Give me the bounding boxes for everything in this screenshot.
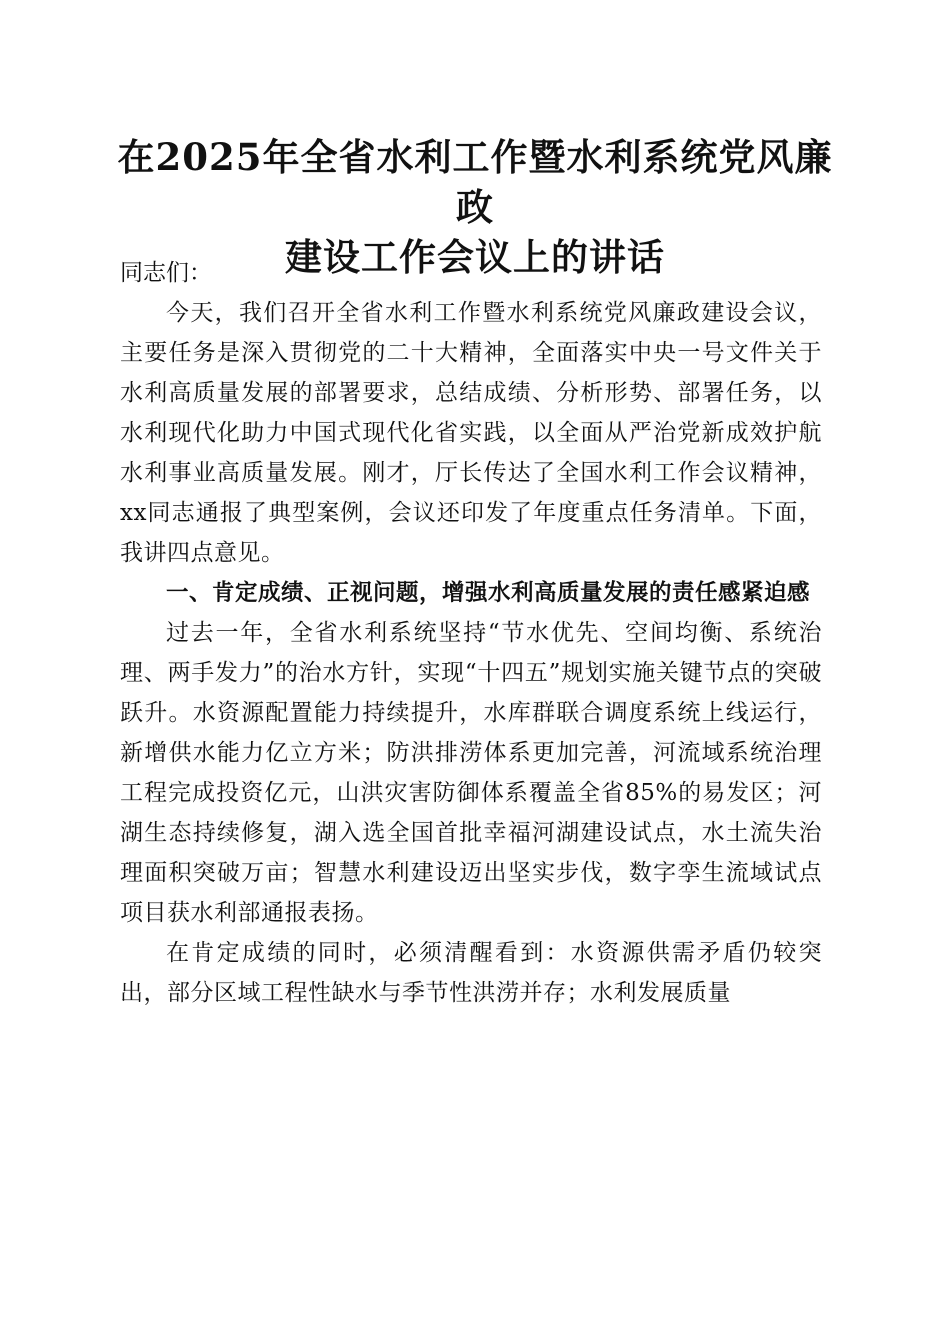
document-body bbox=[120, 253, 822, 1013]
section-heading-1: 一、肯定成绩、正视问题，增强水利高质量发展的责任感紧迫感 bbox=[166, 580, 811, 606]
title-line-1: 在2025年全省水利工作暨水利系统党风廉政 bbox=[117, 135, 833, 229]
greeting: 同志们： bbox=[120, 260, 212, 286]
title-line-2: 建设工作会议上的讲话 bbox=[285, 235, 665, 279]
section-1-paragraph-1: 过去一年，全省水利系统坚持“节水优先、空间均衡、系统治理、两手发力”的治水方针，实现“十四五”规划实施关键节点的突破跃升。水资源配置能力持续提升，水库群联合调度系统上线运行，新增供水能力亿立方米；防洪排涝体系更加完善，河流域系统治理工程完成投资亿元，山洪灾害防御体系覆盖全省85%的易发区；河湖生态持续修复，湖入选全国首批幸福河湖建设试点，水土流失治理面积突破万亩；智慧水利建设迈出坚实步伐，数字孪生流域试点项目获水利部通报表扬。 bbox=[120, 620, 822, 926]
section-1-paragraph-2: 在肯定成绩的同时，必须清醒看到：水资源供需矛盾仍较突出，部分区域工程性缺水与季节性洪涝并存；水利发展质量 bbox=[120, 940, 822, 1006]
intro-paragraph: 今天，我们召开全省水利工作暨水利系统党风廉政建设会议，主要任务是深入贯彻党的二十大精神，全面落实中央一号文件关于水利高质量发展的部署要求，总结成绩、分析形势、部署任务，以水利现代化助力中国式现代化省实践，以全面从严治党新成效护航水利事业高质量发展。刚才，厅长传达了全国水利工作会议精神，xx同志通报了典型案例，会议还印发了年度重点任务清单。下面，我讲四点意见。 bbox=[120, 300, 822, 566]
